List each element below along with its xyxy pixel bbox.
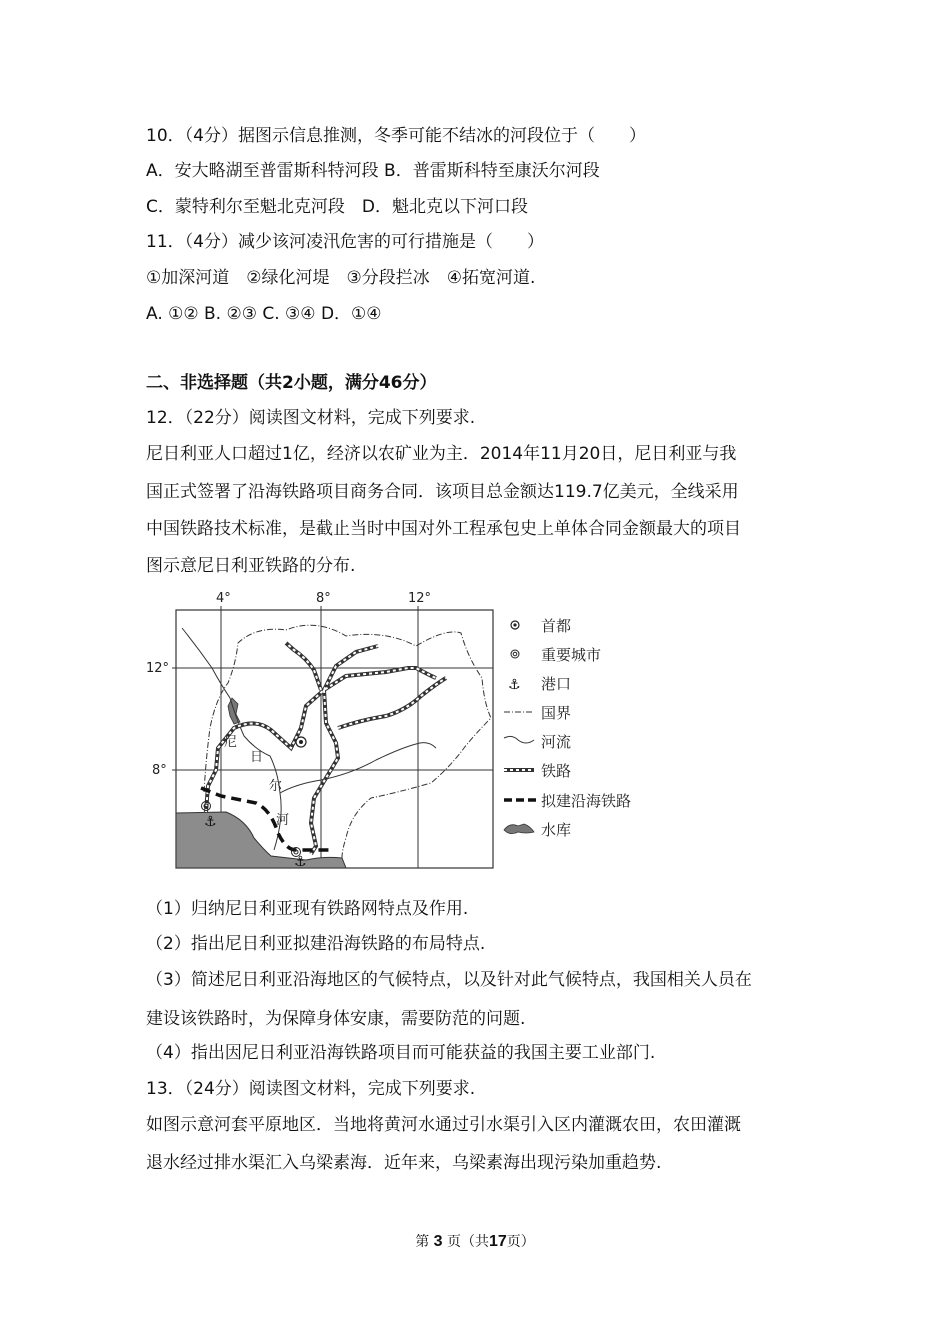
q12-sub-3a: （3）简述尼日利亚沿海地区的气候特点，以及针对此气候特点，我国相关人员在 xyxy=(146,970,752,990)
footer-suffix: 页） xyxy=(506,1234,535,1250)
footer-total-pages: 17 xyxy=(489,1233,507,1250)
legend-label-port: 港口 xyxy=(541,675,572,693)
page-footer xyxy=(0,1231,950,1251)
lon-label-12: 12° xyxy=(408,591,432,606)
nigeria-railway-map xyxy=(146,588,666,878)
legend-city-icon xyxy=(511,650,519,658)
lat-label-12: 12° xyxy=(146,661,170,676)
q11-options: A. ①② B. ②③ C. ③④ D．①④ xyxy=(146,304,382,324)
lon-label-4: 4° xyxy=(216,591,231,606)
q11-stem: 11．（4分）减少该河凌汛危害的可行措施是（ ） xyxy=(146,232,544,252)
q12-paragraph-2: 国正式签署了沿海铁路项目商务合同．该项目总金额达119.7亿美元，全线采用 xyxy=(146,482,739,502)
map-legend xyxy=(504,617,631,839)
q10-options-ab: A．安大略湖至普雷斯科特河段 B．普雷斯科特至康沃尔河段 xyxy=(146,161,600,181)
river-label-char-4: 河 xyxy=(276,813,290,828)
q12-paragraph-3: 中国铁路技术标准，是截止当时中国对外工程承包史上单体合同金额最大的项目 xyxy=(146,519,741,539)
q13-paragraph-1: 如图示意河套平原地区．当地将黄河水通过引水渠引入区内灌溉农田，农田灌溉 xyxy=(146,1115,741,1135)
q12-sub-1: （1）归纳尼日利亚现有铁路网特点及作用. xyxy=(146,899,469,919)
q13-paragraph-2: 退水经过排水渠汇入乌梁素海．近年来，乌梁素海出现污染加重趋势. xyxy=(146,1153,662,1173)
q13-stem: 13．（24分）阅读图文材料，完成下列要求. xyxy=(146,1079,476,1099)
port-harcourt-anchor-icon: ⚓ xyxy=(294,854,307,870)
legend-label-capital: 首都 xyxy=(541,617,572,635)
legend-port-icon: ⚓ xyxy=(508,677,521,693)
q11-items: ①加深河道 ②绿化河堤 ③分段拦冰 ④拓宽河道. xyxy=(146,268,536,288)
q12-stem: 12．（22分）阅读图文材料，完成下列要求. xyxy=(146,408,476,428)
river-label-char-2: 日 xyxy=(250,750,264,765)
q10-stem: 10．（4分）据图示信息推测，冬季可能不结冰的河段位于（ ） xyxy=(146,126,646,146)
q12-sub-3b: 建设该铁路时，为保障身体安康，需要防范的问题. xyxy=(146,1009,526,1029)
port-lagos-anchor-icon: ⚓ xyxy=(204,814,217,830)
legend-label-city: 重要城市 xyxy=(541,646,602,664)
lat-label-8: 8° xyxy=(152,763,167,778)
q12-sub-4: （4）指出因尼日利亚沿海铁路项目而可能获益的我国主要工业部门. xyxy=(146,1043,656,1063)
footer-mid: 页（共 xyxy=(447,1234,489,1250)
capital-abuja-marker xyxy=(296,737,306,747)
legend-label-reservoir: 水库 xyxy=(541,821,572,839)
legend-river-icon xyxy=(504,736,534,743)
section-2-title: 二、非选择题（共2小题，满分46分） xyxy=(146,373,437,393)
legend-label-railway: 铁路 xyxy=(541,762,572,780)
q12-paragraph-4: 图示意尼日利亚铁路的分布. xyxy=(146,556,356,576)
footer-page-number: 3 xyxy=(433,1233,443,1250)
benue-river xyxy=(280,743,436,793)
q10-options-cd: C．蒙特利尔至魁北克河段 D．魁北克以下河口段 xyxy=(146,197,528,217)
legend-label-proposed-railway: 拟建沿海铁路 xyxy=(541,792,632,810)
legend-reservoir-icon xyxy=(504,824,534,834)
q12-paragraph-1: 尼日利亚人口超过1亿，经济以农矿业为主．2014年11月20日，尼日利亚与我 xyxy=(146,444,737,464)
lon-label-8: 8° xyxy=(316,591,331,606)
river-label-char-1: 尼 xyxy=(224,735,238,750)
legend-label-border: 国界 xyxy=(541,704,572,722)
legend-label-river: 河流 xyxy=(541,733,572,751)
q12-sub-2: （2）指出尼日利亚拟建沿海铁路的布局特点. xyxy=(146,934,486,954)
footer-prefix: 第 xyxy=(415,1234,430,1250)
river-label-char-3: 尔 xyxy=(269,779,283,794)
legend-capital-icon xyxy=(511,621,519,629)
